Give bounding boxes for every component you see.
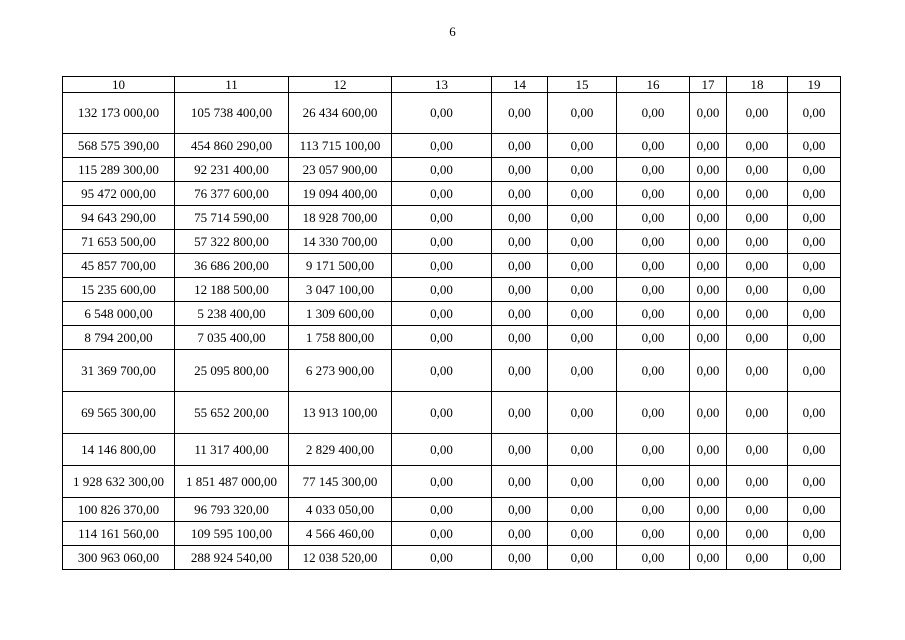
table-cell: 0,00	[492, 522, 548, 546]
table-cell: 45 857 700,00	[63, 254, 175, 278]
table-row	[63, 498, 841, 522]
table-cell: 0,00	[617, 93, 690, 134]
table-cell: 105 738 400,00	[175, 93, 289, 134]
data-table	[62, 76, 841, 570]
table-row	[63, 254, 841, 278]
table-cell: 0,00	[492, 498, 548, 522]
table-cell: 9 171 500,00	[289, 254, 392, 278]
table-cell: 0,00	[548, 278, 617, 302]
table-row	[63, 466, 841, 498]
table-cell: 0,00	[617, 278, 690, 302]
table-cell: 0,00	[392, 326, 492, 350]
table-cell: 0,00	[690, 350, 727, 392]
column-header: 17	[690, 77, 727, 93]
table-cell: 113 715 100,00	[289, 134, 392, 158]
table-cell: 109 595 100,00	[175, 522, 289, 546]
table-cell: 0,00	[690, 206, 727, 230]
table-row	[63, 134, 841, 158]
table-cell: 0,00	[548, 350, 617, 392]
table-cell: 0,00	[727, 134, 788, 158]
table-cell: 0,00	[492, 182, 548, 206]
table-cell: 0,00	[392, 392, 492, 434]
table-cell: 0,00	[788, 302, 841, 326]
table-cell: 0,00	[617, 158, 690, 182]
table-cell: 0,00	[727, 466, 788, 498]
table-row	[63, 546, 841, 570]
table-row	[63, 182, 841, 206]
table-row	[63, 326, 841, 350]
table-cell: 0,00	[617, 392, 690, 434]
table-cell: 71 653 500,00	[63, 230, 175, 254]
table-cell: 0,00	[492, 392, 548, 434]
table-cell: 0,00	[392, 278, 492, 302]
table-row	[63, 434, 841, 466]
table-cell: 31 369 700,00	[63, 350, 175, 392]
column-header: 12	[289, 77, 392, 93]
table-cell: 0,00	[392, 522, 492, 546]
table-cell: 0,00	[548, 254, 617, 278]
table-cell: 0,00	[788, 434, 841, 466]
table-row	[63, 158, 841, 182]
table-cell: 0,00	[788, 522, 841, 546]
table-cell: 6 273 900,00	[289, 350, 392, 392]
table-cell: 0,00	[788, 350, 841, 392]
column-header: 13	[392, 77, 492, 93]
table-cell: 0,00	[727, 302, 788, 326]
table-cell: 13 913 100,00	[289, 392, 392, 434]
table-cell: 0,00	[617, 230, 690, 254]
table-cell: 8 794 200,00	[63, 326, 175, 350]
table-cell: 18 928 700,00	[289, 206, 392, 230]
table-cell: 4 033 050,00	[289, 498, 392, 522]
table-cell: 69 565 300,00	[63, 392, 175, 434]
table-cell: 0,00	[788, 93, 841, 134]
table-cell: 92 231 400,00	[175, 158, 289, 182]
table-cell: 2 829 400,00	[289, 434, 392, 466]
table-cell: 300 963 060,00	[63, 546, 175, 570]
table-cell: 132 173 000,00	[63, 93, 175, 134]
table-cell: 0,00	[617, 466, 690, 498]
table-cell: 0,00	[548, 546, 617, 570]
table-cell: 0,00	[727, 522, 788, 546]
table-cell: 0,00	[617, 434, 690, 466]
table-cell: 0,00	[617, 326, 690, 350]
table-cell: 0,00	[727, 546, 788, 570]
table-cell: 0,00	[690, 392, 727, 434]
table-cell: 0,00	[392, 498, 492, 522]
table-cell: 0,00	[492, 230, 548, 254]
table-cell: 0,00	[617, 522, 690, 546]
table-cell: 0,00	[548, 392, 617, 434]
table-cell: 0,00	[492, 254, 548, 278]
table-cell: 0,00	[690, 230, 727, 254]
table-cell: 0,00	[548, 134, 617, 158]
table-cell: 12 038 520,00	[289, 546, 392, 570]
table-cell: 0,00	[492, 206, 548, 230]
table-cell: 75 714 590,00	[175, 206, 289, 230]
table-cell: 0,00	[690, 466, 727, 498]
table-cell: 0,00	[727, 182, 788, 206]
table-cell: 0,00	[788, 392, 841, 434]
table-cell: 0,00	[788, 134, 841, 158]
table-cell: 23 057 900,00	[289, 158, 392, 182]
table-cell: 0,00	[392, 546, 492, 570]
table-cell: 36 686 200,00	[175, 254, 289, 278]
table-cell: 19 094 400,00	[289, 182, 392, 206]
table-cell: 0,00	[727, 230, 788, 254]
table-row	[63, 392, 841, 434]
table-cell: 0,00	[690, 326, 727, 350]
table-cell: 0,00	[727, 93, 788, 134]
table-cell: 0,00	[392, 466, 492, 498]
table-cell: 1 851 487 000,00	[175, 466, 289, 498]
table-cell: 1 309 600,00	[289, 302, 392, 326]
table-cell: 114 161 560,00	[63, 522, 175, 546]
table-cell: 115 289 300,00	[63, 158, 175, 182]
table-cell: 0,00	[392, 434, 492, 466]
table-cell: 77 145 300,00	[289, 466, 392, 498]
table-cell: 0,00	[548, 158, 617, 182]
table-cell: 95 472 000,00	[63, 182, 175, 206]
table-cell: 0,00	[788, 230, 841, 254]
table-cell: 0,00	[548, 182, 617, 206]
column-header: 11	[175, 77, 289, 93]
table-cell: 25 095 800,00	[175, 350, 289, 392]
table-cell: 0,00	[392, 350, 492, 392]
table-cell: 0,00	[727, 350, 788, 392]
table-cell: 0,00	[492, 326, 548, 350]
table-cell: 0,00	[690, 434, 727, 466]
table-cell: 0,00	[392, 134, 492, 158]
table-row	[63, 206, 841, 230]
table-cell: 5 238 400,00	[175, 302, 289, 326]
header-row	[63, 77, 841, 93]
table-cell: 0,00	[617, 350, 690, 392]
table-row	[63, 350, 841, 392]
table-row	[63, 230, 841, 254]
table-cell: 1 928 632 300,00	[63, 466, 175, 498]
table-cell: 0,00	[617, 134, 690, 158]
table-cell: 0,00	[548, 302, 617, 326]
table-cell: 0,00	[690, 134, 727, 158]
table-cell: 0,00	[727, 434, 788, 466]
table-cell: 568 575 390,00	[63, 134, 175, 158]
table-cell: 57 322 800,00	[175, 230, 289, 254]
table-cell: 0,00	[727, 254, 788, 278]
table-row	[63, 522, 841, 546]
table-cell: 0,00	[492, 93, 548, 134]
table-cell: 0,00	[492, 466, 548, 498]
table-cell: 0,00	[392, 182, 492, 206]
table-cell: 0,00	[727, 158, 788, 182]
table-cell: 0,00	[690, 254, 727, 278]
table-cell: 0,00	[492, 158, 548, 182]
table-cell: 14 330 700,00	[289, 230, 392, 254]
table-cell: 11 317 400,00	[175, 434, 289, 466]
table-cell: 0,00	[548, 466, 617, 498]
table-cell: 0,00	[788, 466, 841, 498]
table-cell: 0,00	[617, 302, 690, 326]
table-cell: 0,00	[548, 93, 617, 134]
column-header: 18	[727, 77, 788, 93]
table-cell: 0,00	[548, 206, 617, 230]
table-cell: 15 235 600,00	[63, 278, 175, 302]
table-cell: 0,00	[690, 158, 727, 182]
column-header: 19	[788, 77, 841, 93]
table-cell: 0,00	[788, 326, 841, 350]
table-cell: 0,00	[690, 278, 727, 302]
column-header: 14	[492, 77, 548, 93]
table-row	[63, 278, 841, 302]
table-row	[63, 93, 841, 134]
column-header: 15	[548, 77, 617, 93]
table-cell: 0,00	[392, 230, 492, 254]
table-cell: 0,00	[492, 434, 548, 466]
table-cell: 0,00	[788, 498, 841, 522]
table-cell: 0,00	[492, 302, 548, 326]
table-cell: 0,00	[392, 93, 492, 134]
table-cell: 0,00	[727, 326, 788, 350]
table-cell: 0,00	[617, 546, 690, 570]
table-cell: 0,00	[548, 326, 617, 350]
table-cell: 0,00	[492, 278, 548, 302]
table-cell: 0,00	[548, 522, 617, 546]
table-row	[63, 302, 841, 326]
table-cell: 14 146 800,00	[63, 434, 175, 466]
table-cell: 55 652 200,00	[175, 392, 289, 434]
table-cell: 0,00	[548, 498, 617, 522]
table-cell: 0,00	[392, 158, 492, 182]
table-cell: 0,00	[727, 278, 788, 302]
table-cell: 0,00	[617, 206, 690, 230]
table-cell: 0,00	[690, 498, 727, 522]
table-cell: 7 035 400,00	[175, 326, 289, 350]
table-cell: 0,00	[548, 230, 617, 254]
table-cell: 0,00	[788, 182, 841, 206]
table-cell: 0,00	[392, 254, 492, 278]
table-cell: 0,00	[690, 546, 727, 570]
table-cell: 0,00	[788, 278, 841, 302]
table-cell: 0,00	[617, 182, 690, 206]
table-cell: 96 793 320,00	[175, 498, 289, 522]
table-cell: 0,00	[788, 254, 841, 278]
table-cell: 0,00	[690, 93, 727, 134]
table-cell: 0,00	[392, 302, 492, 326]
table-cell: 454 860 290,00	[175, 134, 289, 158]
table-cell: 0,00	[727, 498, 788, 522]
table-cell: 100 826 370,00	[63, 498, 175, 522]
column-header: 10	[63, 77, 175, 93]
table-cell: 0,00	[727, 392, 788, 434]
table-cell: 0,00	[492, 350, 548, 392]
table-cell: 0,00	[690, 182, 727, 206]
table-cell: 0,00	[727, 206, 788, 230]
table-cell: 0,00	[788, 158, 841, 182]
table-cell: 0,00	[492, 546, 548, 570]
table-cell: 0,00	[690, 302, 727, 326]
table-cell: 288 924 540,00	[175, 546, 289, 570]
table-cell: 6 548 000,00	[63, 302, 175, 326]
table-cell: 3 047 100,00	[289, 278, 392, 302]
table-cell: 0,00	[617, 498, 690, 522]
table-cell: 0,00	[492, 134, 548, 158]
table-cell: 0,00	[548, 434, 617, 466]
table-cell: 94 643 290,00	[63, 206, 175, 230]
table-cell: 26 434 600,00	[289, 93, 392, 134]
table-cell: 0,00	[617, 254, 690, 278]
page-number: 6	[449, 24, 456, 39]
table-cell: 76 377 600,00	[175, 182, 289, 206]
table-cell: 1 758 800,00	[289, 326, 392, 350]
table-cell: 0,00	[788, 546, 841, 570]
column-header: 16	[617, 77, 690, 93]
table-cell: 0,00	[788, 206, 841, 230]
table-cell: 0,00	[690, 522, 727, 546]
table-cell: 12 188 500,00	[175, 278, 289, 302]
table-cell: 0,00	[392, 206, 492, 230]
table-cell: 4 566 460,00	[289, 522, 392, 546]
